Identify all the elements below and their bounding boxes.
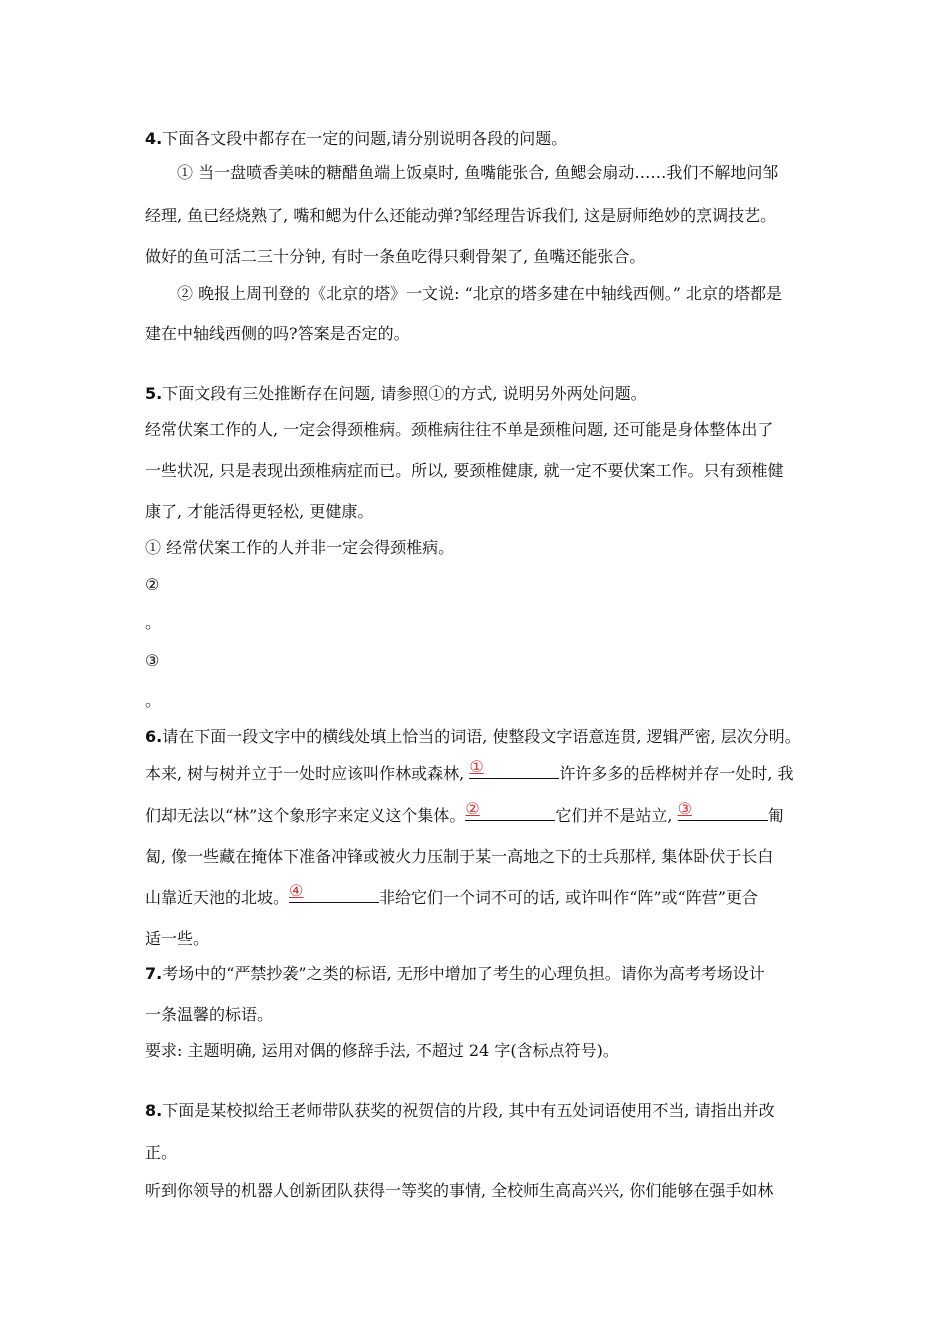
question-number: 4.: [145, 129, 163, 148]
question-7-prompt: 7.考场中的“严禁抄袭”之类的标语, 无形中增加了考生的心理负担。请你为高考考场设计: [145, 964, 765, 983]
paragraph-line: 建在中轴线西侧的吗?答案是否定的。: [145, 324, 410, 343]
passage-line: 经常伏案工作的人, 一定会得颈椎病。颈椎病往往不单是颈椎问题, 还可能是身体整体出了: [145, 420, 774, 439]
question-number: 6.: [145, 727, 163, 746]
fill-blank-1[interactable]: ①: [469, 778, 559, 779]
answer-end: 。: [145, 613, 162, 632]
passage-line: 山靠近天池的北坡。 ④ 非给它们一个词不可的话, 或许叫作“阵”或“阵营”更合: [145, 881, 758, 907]
prompt-line: 一条温馨的标语。: [145, 1005, 274, 1024]
answer-marker: ②: [145, 575, 160, 594]
requirement-line: 要求: 主题明确, 运用对偶的修辞手法, 不超过 24 字(含标点符号)。: [145, 1041, 619, 1060]
answer-line: ① 经常伏案工作的人并非一定会得颈椎病。: [145, 538, 455, 557]
question-number: 7.: [145, 964, 163, 983]
passage-line: 们却无法以“林”这个象形字来定义这个集体。 ② 它们并不是站立, ③ 匍: [145, 799, 784, 825]
prompt-line: 正。: [145, 1143, 178, 1162]
passage-line: 一些状况, 只是表现出颈椎病症而已。所以, 要颈椎健康, 就一定不要伏案工作。只有颈椎健: [145, 461, 784, 480]
question-5-prompt: 5.下面文段有三处推断存在问题, 请参照①的方式, 说明另外两处问题。: [145, 384, 647, 403]
question-number: 5.: [145, 384, 163, 403]
paragraph-line: ② 晚报上周刊登的《北京的塔》一文说: “北京的塔多建在中轴线西侧。” 北京的塔都是: [177, 284, 783, 303]
paragraph-line: ① 当一盘喷香美味的糖醋鱼端上饭桌时, 鱼嘴能张合, 鱼鳃会扇动……我们不解地问邹: [177, 163, 779, 182]
passage-line: 适一些。: [145, 929, 210, 948]
answer-marker: ③: [145, 651, 160, 670]
question-8-prompt: 8.下面是某校拟给王老师带队获奖的祝贺信的片段, 其中有五处词语使用不当, 请指出并改: [145, 1101, 775, 1120]
paragraph-line: 经理, 鱼已经烧熟了, 嘴和鳃为什么还能动弹?邹经理告诉我们, 这是厨师绝妙的烹调技艺。: [145, 206, 777, 225]
question-6-prompt: 6.请在下面一段文字中的横线处填上恰当的词语, 使整段文字语意连贯, 逻辑严密, 层次分明。: [145, 727, 801, 746]
paragraph-line: 做好的鱼可活二三十分钟, 有时一条鱼吃得只剩骨架了, 鱼嘴还能张合。: [145, 247, 646, 266]
passage-line: 听到你领导的机器人创新团队获得一等奖的事情, 全校师生高高兴兴, 你们能够在强手如林: [145, 1181, 774, 1200]
passage-line: 本来, 树与树并立于一处时应该叫作林或森林, ① 许许多多的岳桦树并存一处时, 我: [145, 757, 794, 783]
question-number: 8.: [145, 1101, 163, 1120]
passage-line: 康了, 才能活得更轻松, 更健康。: [145, 502, 374, 521]
passage-line: 匐, 像一些藏在掩体下准备冲锋或被火力压制于某一高地之下的士兵那样, 集体卧伏于长白: [145, 847, 774, 866]
question-4-prompt: 4.下面各文段中都存在一定的问题,请分别说明各段的问题。: [145, 129, 568, 148]
fill-blank-2[interactable]: ②: [465, 820, 555, 821]
fill-blank-3[interactable]: ③: [678, 820, 768, 821]
answer-end: 。: [145, 691, 162, 710]
fill-blank-4[interactable]: ④: [289, 902, 379, 903]
